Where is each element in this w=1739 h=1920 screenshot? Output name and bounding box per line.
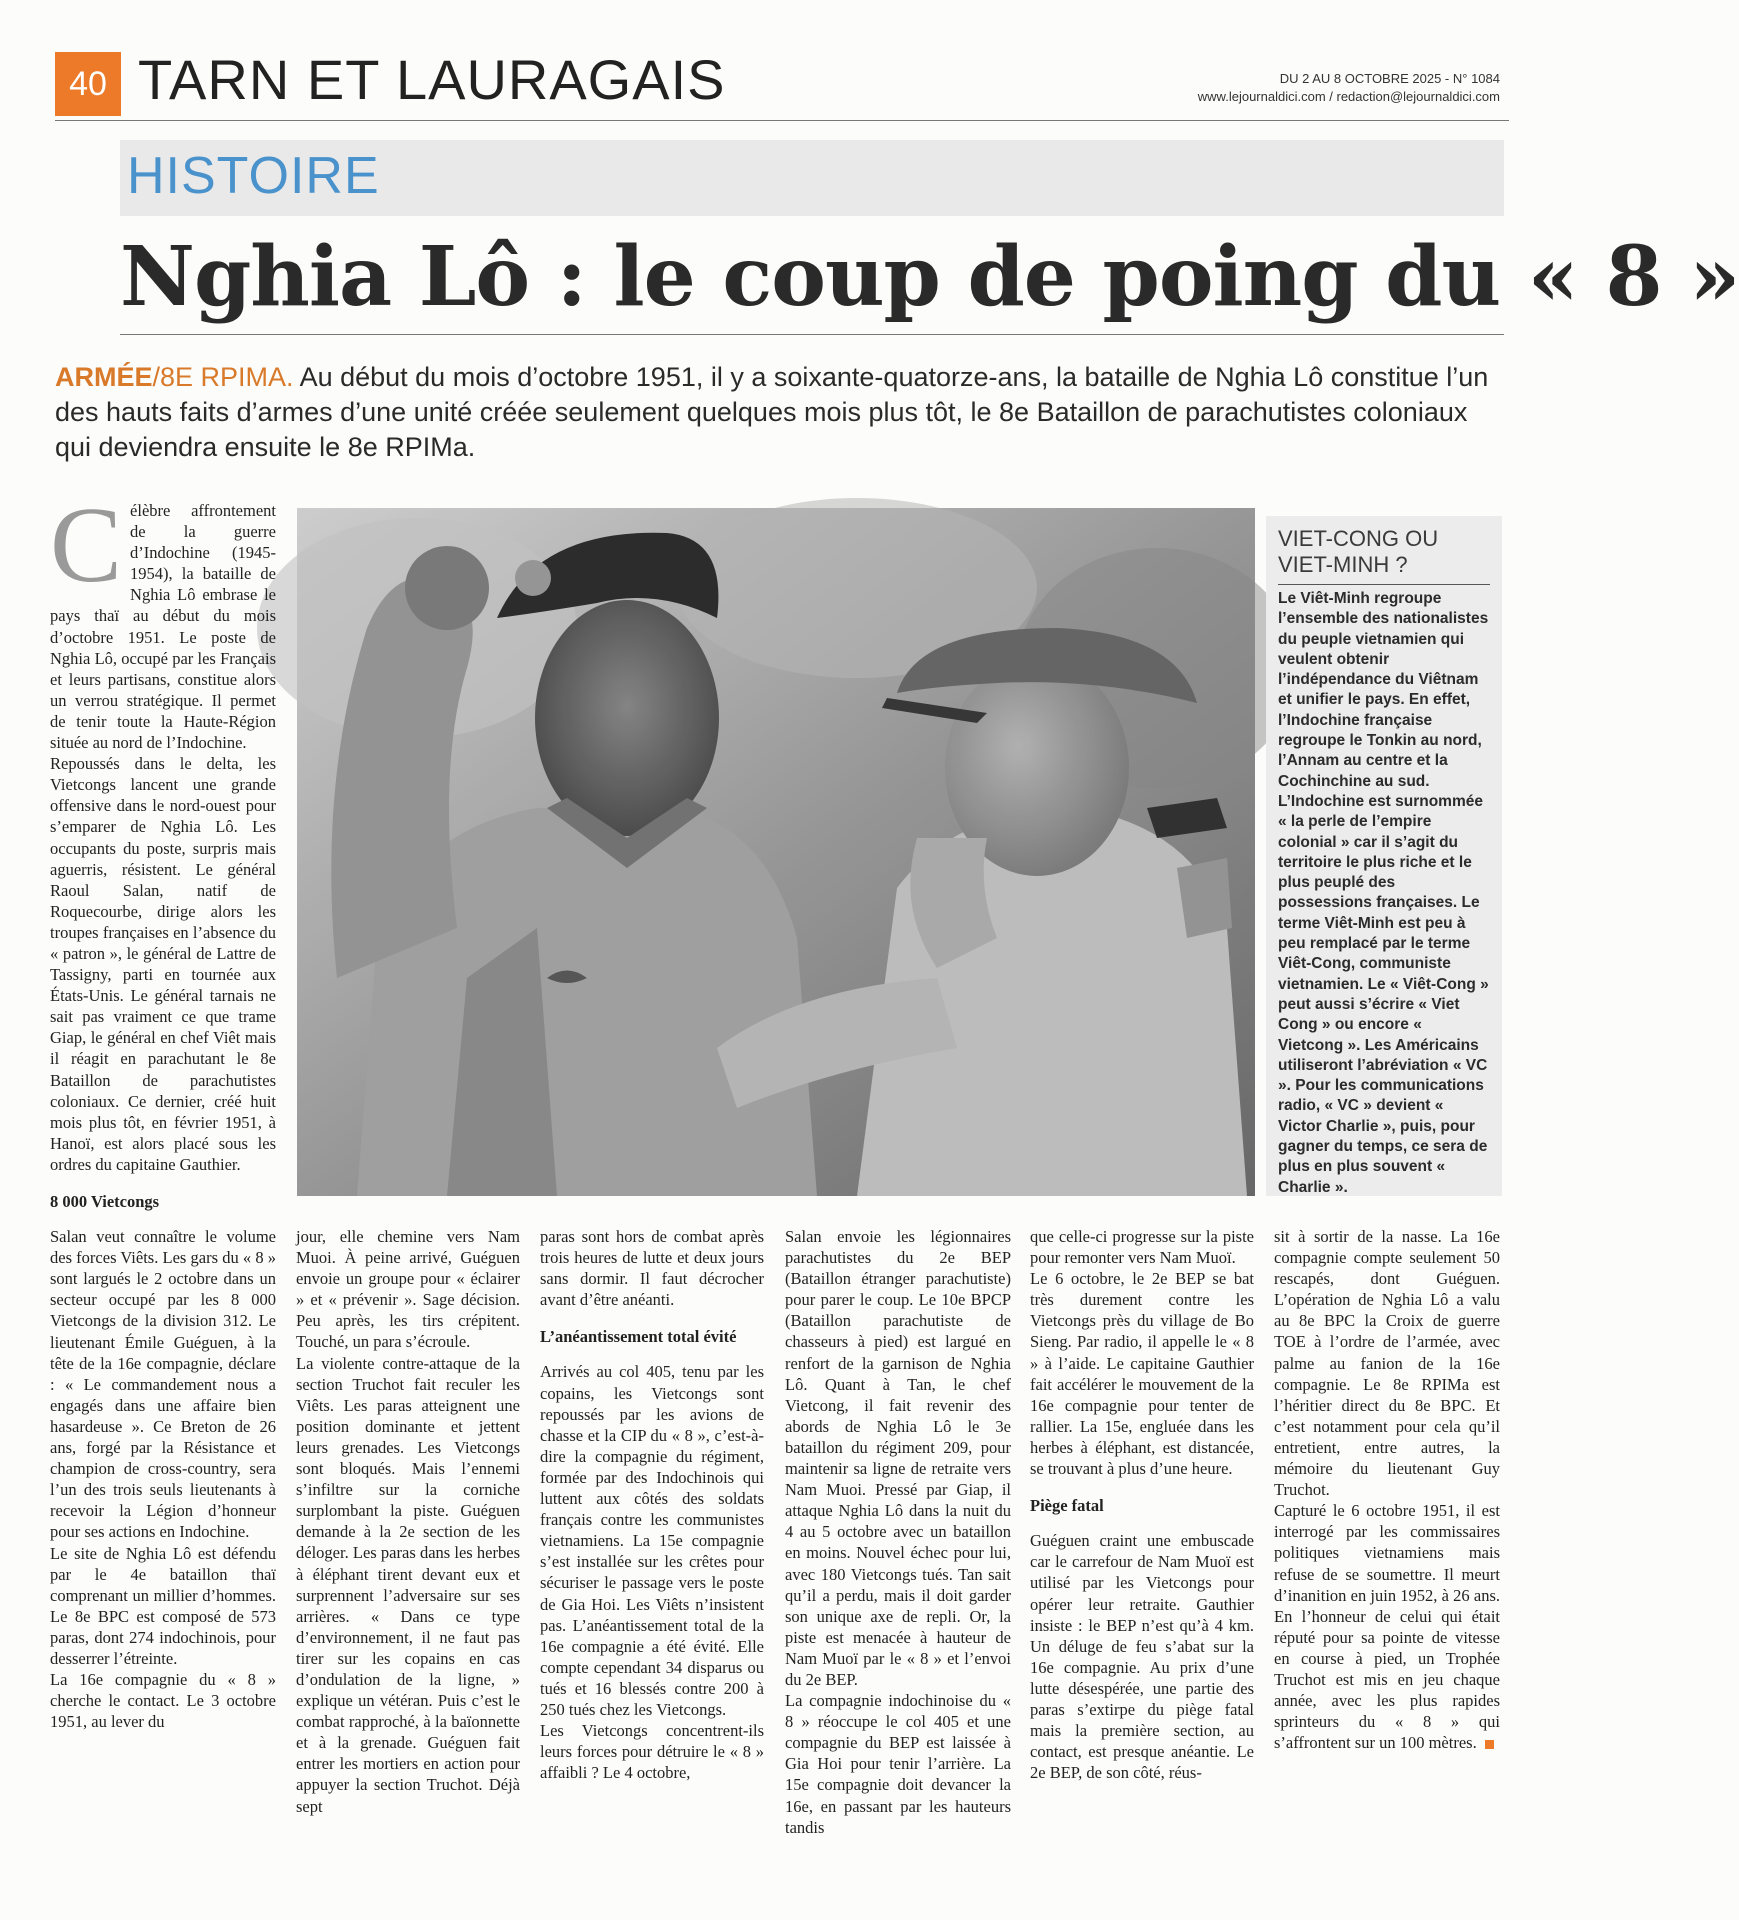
paragraph: Repoussés dans le delta, les Vietcongs lancent une grande offensive dans le nord-ouest pour s’emparer de Nghia Lô. Les occupants du poste, surpris mais aguerris, résistent. Le général Raoul Salan, natif de Roquecourbe, dirige alors les troupes françaises en l’absence du « patron », le général de Lattre de Tassigny, parti en tournée aux États-Unis. Le général tarnais ne sait pas vraiment ce que trame Giap, le général en chef Viêt mais il réagit en parachutant le 8e Bataillon de parachutistes coloniaux. Ce dernier, créé huit mois plus tôt, en février 1951, à Hanoï, est alors placé sous les ordres du capitaine Gauthier. xyxy=(50,754,276,1174)
paragraph-text: Capturé le 6 octobre 1951, il est interrogé par les commissaires politiques vietnamiens mais refuse de se soumettre. Il meurt d’inanition en juin 1952, à 26 ans. En l’honneur de celui qui était réputé pour sa pointe de vitesse en course à pied, un Trophée Truchot est mis en jeu chaque année, avec les plus rapides sprinteurs du « 8 » qui s’affrontent sur un 100 mètres. xyxy=(1274,1501,1500,1753)
article-column-6 xyxy=(1274,1226,1500,1753)
contact-links[interactable]: www.lejournaldici.com / redaction@lejournaldici.com xyxy=(1197,89,1500,104)
sidebar-box xyxy=(1266,516,1502,1196)
paragraph: Les Vietcongs concentrent-ils leurs forces pour détruire le « 8 » affaibli ? Le 4 octobre, xyxy=(540,1721,764,1783)
kicker-sub: /8E RPIMA. xyxy=(152,362,294,392)
sidebar-divider xyxy=(1278,584,1490,585)
sidebar-title: VIET-CONG OU VIET-MINH ? xyxy=(1278,526,1439,577)
article-lede xyxy=(55,360,1495,465)
paragraph xyxy=(1274,1500,1500,1753)
page-number: 40 xyxy=(55,52,121,116)
paragraph: Salan veut connaître le volume des forces Viêts. Les gars du « 8 » sont largués le 2 octobre dans un secteur occupé par les 8 000 Vietcongs de la division 312. Le lieutenant Émile Guéguen, à la tête de la 16e compagnie, déclare : « Le commandement nous a engagés dans une affaire bien hasardeuse ». Ce Breton de 26 ans, forgé par la Résistance et champion de cross-country, sera l’un des trois seuls lieutenants à recevoir la Légion d’honneur pour ses actions en Indochine. xyxy=(50,1227,276,1542)
issue-date: DU 2 AU 8 OCTOBRE 2025 - N° 1084 xyxy=(1279,71,1500,86)
article-column-4 xyxy=(785,1226,1011,1838)
issue-info xyxy=(1198,70,1500,106)
paragraph: Le site de Nghia Lô est défendu par le 4e bataillon thaï comprenant un millier d’hommes. Le 8e BPC est composé de 573 paras, dont 274 indochinois, pour desserrer l’étreinte. xyxy=(50,1543,276,1668)
headline-divider xyxy=(120,334,1504,335)
section-title: TARN ET LAURAGAIS xyxy=(138,48,726,111)
photo-illustration xyxy=(297,508,1255,1196)
paragraph: Le 6 octobre, le 2e BEP se bat très durement contre les Vietcongs près du village de Bo Sieng. Par radio, il appelle le « 8 » à l’aide. Le capitaine Gauthier fait accélérer le mouvement de la 16e compagnie pour tenter de rallier. La 15e, engluée dans les herbes à éléphant, est distancée, se trouvant à plus d’une heure. xyxy=(1030,1269,1254,1479)
paragraph: La compagnie indochinoise du « 8 » réoccupe le col 405 et une compagnie du BEP est laissée à Gia Hoi pour tenir l’arrière. La 15e compagnie doit devancer la 16e, en passant par les hauteurs tandis xyxy=(785,1691,1011,1837)
paragraph: La 16e compagnie du « 8 » cherche le contact. Le 3 octobre 1951, au lever du xyxy=(50,1670,276,1732)
paragraph: Arrivés au col 405, tenu par les copains, les Vietcongs sont repoussés par les avions de chasse et la CIP du « 8 », c’est-à-dire la compagnie du régiment, formée par des Indochinois qui luttent aux côtés des soldats français contre les communistes vietnamiens. La 15e compagnie s’est installée sur les crêtes pour sécuriser le passage vers le poste de Gia Hoi. Les Viêts n’insistent pas. L’anéantissement total de la 16e compagnie a été évité. Elle compte cependant 34 disparus ou tués et 16 blessés contre 200 à 250 tués chez les Vietcongs. xyxy=(540,1362,764,1719)
paragraph: élèbre affrontement de la guerre d’Indochine (1945-1954), la bataille de Nghia Lô embrase le pays thaï au début du mois d’octobre 1951. Le poste de Nghia Lô, occupé par les Français et leurs partisans, constitue alors un verrou stratégique. Il permet de tenir toute la Haute-Région située au nord de l’Indochine. xyxy=(50,501,276,753)
end-mark-icon xyxy=(1485,1740,1494,1749)
article-column-1 xyxy=(50,486,276,1732)
subheading: 8 000 Vietcongs xyxy=(50,1192,160,1211)
paragraph: Salan envoie les légionnaires parachutistes du 2e BEP (Bataillon étranger parachutiste) pour parer le coup. Le 10e BPCP (Bataillon parachutiste de chasseurs à pied) est largué en renfort de la garnison de Nghia Lô. Quant à Tan, le chef Vietcong, il fait revenir des abords de Nghia Lô le 3e bataillon du régiment 209, pour maintenir sa ligne de retraite vers Nam Muoi. Pressé par Giap, il attaque Nghia Lô dans la nuit du 4 au 5 octobre avec un bataillon en moins. Nouvel échec pour lui, avec 180 Vietcongs tués. Tan sait qu’il a perdu, mais il doit garder son unique axe de repli. Or, la piste est menacée à hauteur de Nam Muoï par le « 8 » et l’envoi du 2e BEP. xyxy=(785,1227,1011,1689)
paragraph: Guéguen craint une embuscade car le carrefour de Nam Muoï est utilisé par les Vietcongs pour opérer leur retraite. Gauthier insiste : le BEP n’est qu’à 4 km. Un déluge de feu s’abat sur la 16e compagnie. Au prix d’une lutte désespérée, une partie des paras s’extirpe du piège fatal mais la première section, au contact, est presque anéantie. Le 2e BEP, de son côté, réus- xyxy=(1030,1531,1254,1783)
paragraph: La violente contre-attaque de la section Truchot fait reculer les Viêts. Les paras atteignent une position dominante et jettent leurs grenades. Les Vietcongs sont bloqués. Mais l’ennemi s’infiltre sur la corniche surplombant la piste. Guéguen demande à la 2e section de les déloger. Les paras dans les herbes à éléphant tirent devant eux et surprennent l’adversaire sur ses arrières. « Dans ce type d’environnement, il ne faut pas tirer sur les copains en cas d’ondulation de la ligne, » explique un vétéran. Puis c’est le combat rapproché, à la baïonnette et à la grenade. Guéguen fait entrer les mortiers en action pour appuyer la section Truchot. Déjà sept xyxy=(296,1353,520,1816)
article-photo xyxy=(297,508,1255,1196)
article-column-2 xyxy=(296,1226,520,1817)
article-category: HISTOIRE xyxy=(127,147,380,205)
paragraph: paras sont hors de combat après trois heures de lutte et deux jours sans dormir. Il faut décrocher avant d’être anéanti. xyxy=(540,1227,764,1310)
paragraph: sit à sortir de la nasse. La 16e compagnie compte seulement 50 rescapés, dont Guéguen. L’opération de Nghia Lô a valu au 8e BPC la Croix de guerre TOE à l’ordre de l’armée, avec palme au fanion de la 16e compagnie. Le 8e RPIMa est l’héritier direct du 8e BPC. Et c’est notamment pour cela qu’il entretient, entre autres, la mémoire du lieutenant Guy Truchot. xyxy=(1274,1227,1500,1500)
article-column-3 xyxy=(540,1226,764,1783)
article-column-5 xyxy=(1030,1226,1254,1783)
subheading: L’anéantissement total évité xyxy=(540,1327,737,1347)
paragraph: que celle-ci progresse sur la piste pour remonter vers Nam Muoï. xyxy=(1030,1227,1254,1268)
header-divider xyxy=(55,120,1509,121)
kicker: ARMÉE xyxy=(55,362,153,392)
subheading: Piège fatal xyxy=(1030,1496,1104,1516)
article-headline: Nghia Lô : le coup de poing du « 8 » xyxy=(120,229,1739,325)
paragraph: jour, elle chemine vers Nam Muoi. À peine arrivé, Guéguen envoie un groupe pour « éclairer » et « prévenir ». Sage décision. Peu après, les tirs crépitent. Touché, un para s’écroule. xyxy=(296,1227,520,1352)
lede-text: Au début du mois d’octobre 1951, il y a soixante-quatorze-ans, la bataille de Nghia Lô constitue l’un des hauts faits d’armes d’une unité créée seulement quelques mois plus tôt, le 8e Bataillon de parachutistes coloniaux qui deviendra ensuite le 8e RPIMa. xyxy=(55,362,1489,462)
sidebar-body: Le Viêt-Minh regroupe l’ensemble des nationalistes du peuple vietnamien qui veulent obtenir l’indépendance du Viêtnam et unifier le pays. En effet, l’Indochine française regroupe le Tonkin au nord, l’Annam au centre et la Cochinchine au sud. L’Indochine est surnommée « la perle de l’empire colonial » car il s’agit du territoire le plus riche et le plus peuplé des possessions françaises. Le terme Viêt-Minh est peu à peu remplacé par le terme Viêt-Cong, communiste vietnamien. Le « Viêt-Cong » peut aussi s’écrire « Viet Cong » ou encore « Vietcong ». Les Américains utiliseront l’abréviation « VC ». Pour les communications radio, « VC » devient « Victor Charlie », puis, pour gagner du temps, ce sera de plus en plus souvent « Charlie ». xyxy=(1278,590,1489,1196)
drop-cap: C xyxy=(50,486,123,605)
